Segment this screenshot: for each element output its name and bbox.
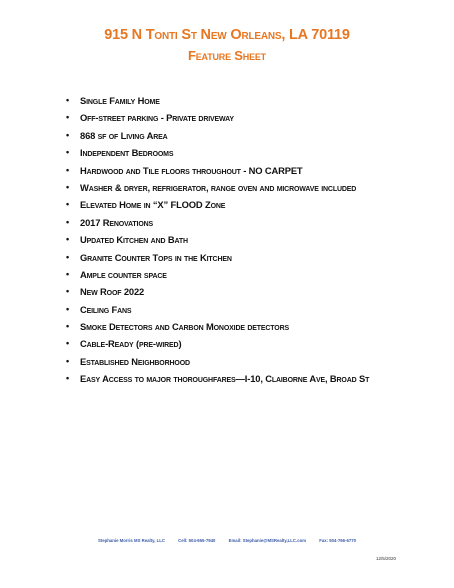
feature-item: [66, 318, 446, 335]
bullet-icon: •: [66, 251, 70, 262]
bullet-icon: •: [66, 234, 70, 245]
feature-text: 2017 Renovations: [80, 216, 154, 228]
bullet-icon: •: [66, 321, 70, 332]
feature-list: [66, 92, 446, 388]
feature-text: Smoke Detectors and Carbon Monoxide detectors: [80, 321, 290, 333]
bullet-icon: •: [66, 303, 70, 314]
feature-text: Single Family Home: [80, 95, 160, 106]
bullet-icon: •: [66, 147, 70, 158]
feature-text: Elevated Home in “X” FLOOD Zone: [80, 199, 226, 211]
bullet-icon: •: [66, 199, 70, 210]
feature-item: [66, 92, 446, 109]
document-date: 12/5/2020: [375, 556, 396, 561]
bullet-icon: •: [66, 286, 70, 297]
feature-text: Washer & dryer, refrigerator, range oven and microwave included: [80, 181, 357, 193]
feature-text: Hardwood and Tile floors throughout - NO CARPET: [80, 164, 303, 176]
feature-text: Granite Counter Tops in the Kitchen: [80, 251, 232, 263]
bullet-icon: •: [66, 181, 70, 192]
feature-item: [66, 231, 446, 248]
feature-item: [66, 370, 446, 387]
property-address: 915 N Tonti St New Orleans, LA 70119: [104, 27, 350, 43]
footer-email: Email: Stephanie@MSRealty,LLC.com: [228, 538, 307, 543]
bullet-icon: •: [66, 268, 70, 279]
feature-item: [66, 179, 446, 196]
footer-contact: [0, 538, 454, 543]
feature-text: Easy Access to major thoroughfares—I-10, Claiborne Ave, Broad St: [80, 373, 370, 385]
feature-item: [66, 109, 446, 126]
feature-text: Ample counter space: [80, 268, 167, 280]
feature-item: [66, 249, 446, 266]
feature-text: Independent Bedrooms: [80, 147, 174, 159]
feature-text: Updated Kitchen and Bath: [80, 234, 188, 246]
feature-item: [66, 301, 446, 318]
sheet-subtitle: Feature Sheet: [188, 48, 266, 63]
bullet-icon: •: [66, 95, 70, 105]
footer-company: Stephanie Morris MS Realty, LLC: [97, 538, 165, 543]
feature-item: [66, 162, 446, 179]
feature-item: [66, 283, 446, 300]
feature-item: [66, 266, 446, 283]
bullet-icon: •: [66, 129, 70, 140]
bullet-icon: •: [66, 112, 70, 123]
footer-cell: Cell: 504-655-7940: [178, 538, 216, 543]
bullet-icon: •: [66, 373, 70, 384]
feature-text: Established Neighborhood: [80, 355, 190, 367]
bullet-icon: •: [66, 355, 70, 366]
feature-item: [66, 127, 446, 144]
bullet-icon: •: [66, 338, 70, 349]
feature-item: [66, 353, 446, 370]
feature-text: Off-street parking - Private driveway: [80, 112, 234, 124]
feature-item: [66, 196, 446, 213]
feature-item: [66, 335, 446, 352]
feature-text: 868 sf of Living Area: [80, 129, 168, 141]
feature-item: [66, 144, 446, 161]
bullet-icon: •: [66, 164, 70, 175]
bullet-icon: •: [66, 216, 70, 227]
feature-text: Ceiling Fans: [80, 303, 132, 315]
feature-text: Cable-Ready (pre-wired): [80, 338, 182, 350]
feature-item: [66, 214, 446, 231]
feature-text: New Roof 2022: [80, 286, 145, 298]
footer-fax: Fax: 504-766-6770: [319, 538, 357, 543]
